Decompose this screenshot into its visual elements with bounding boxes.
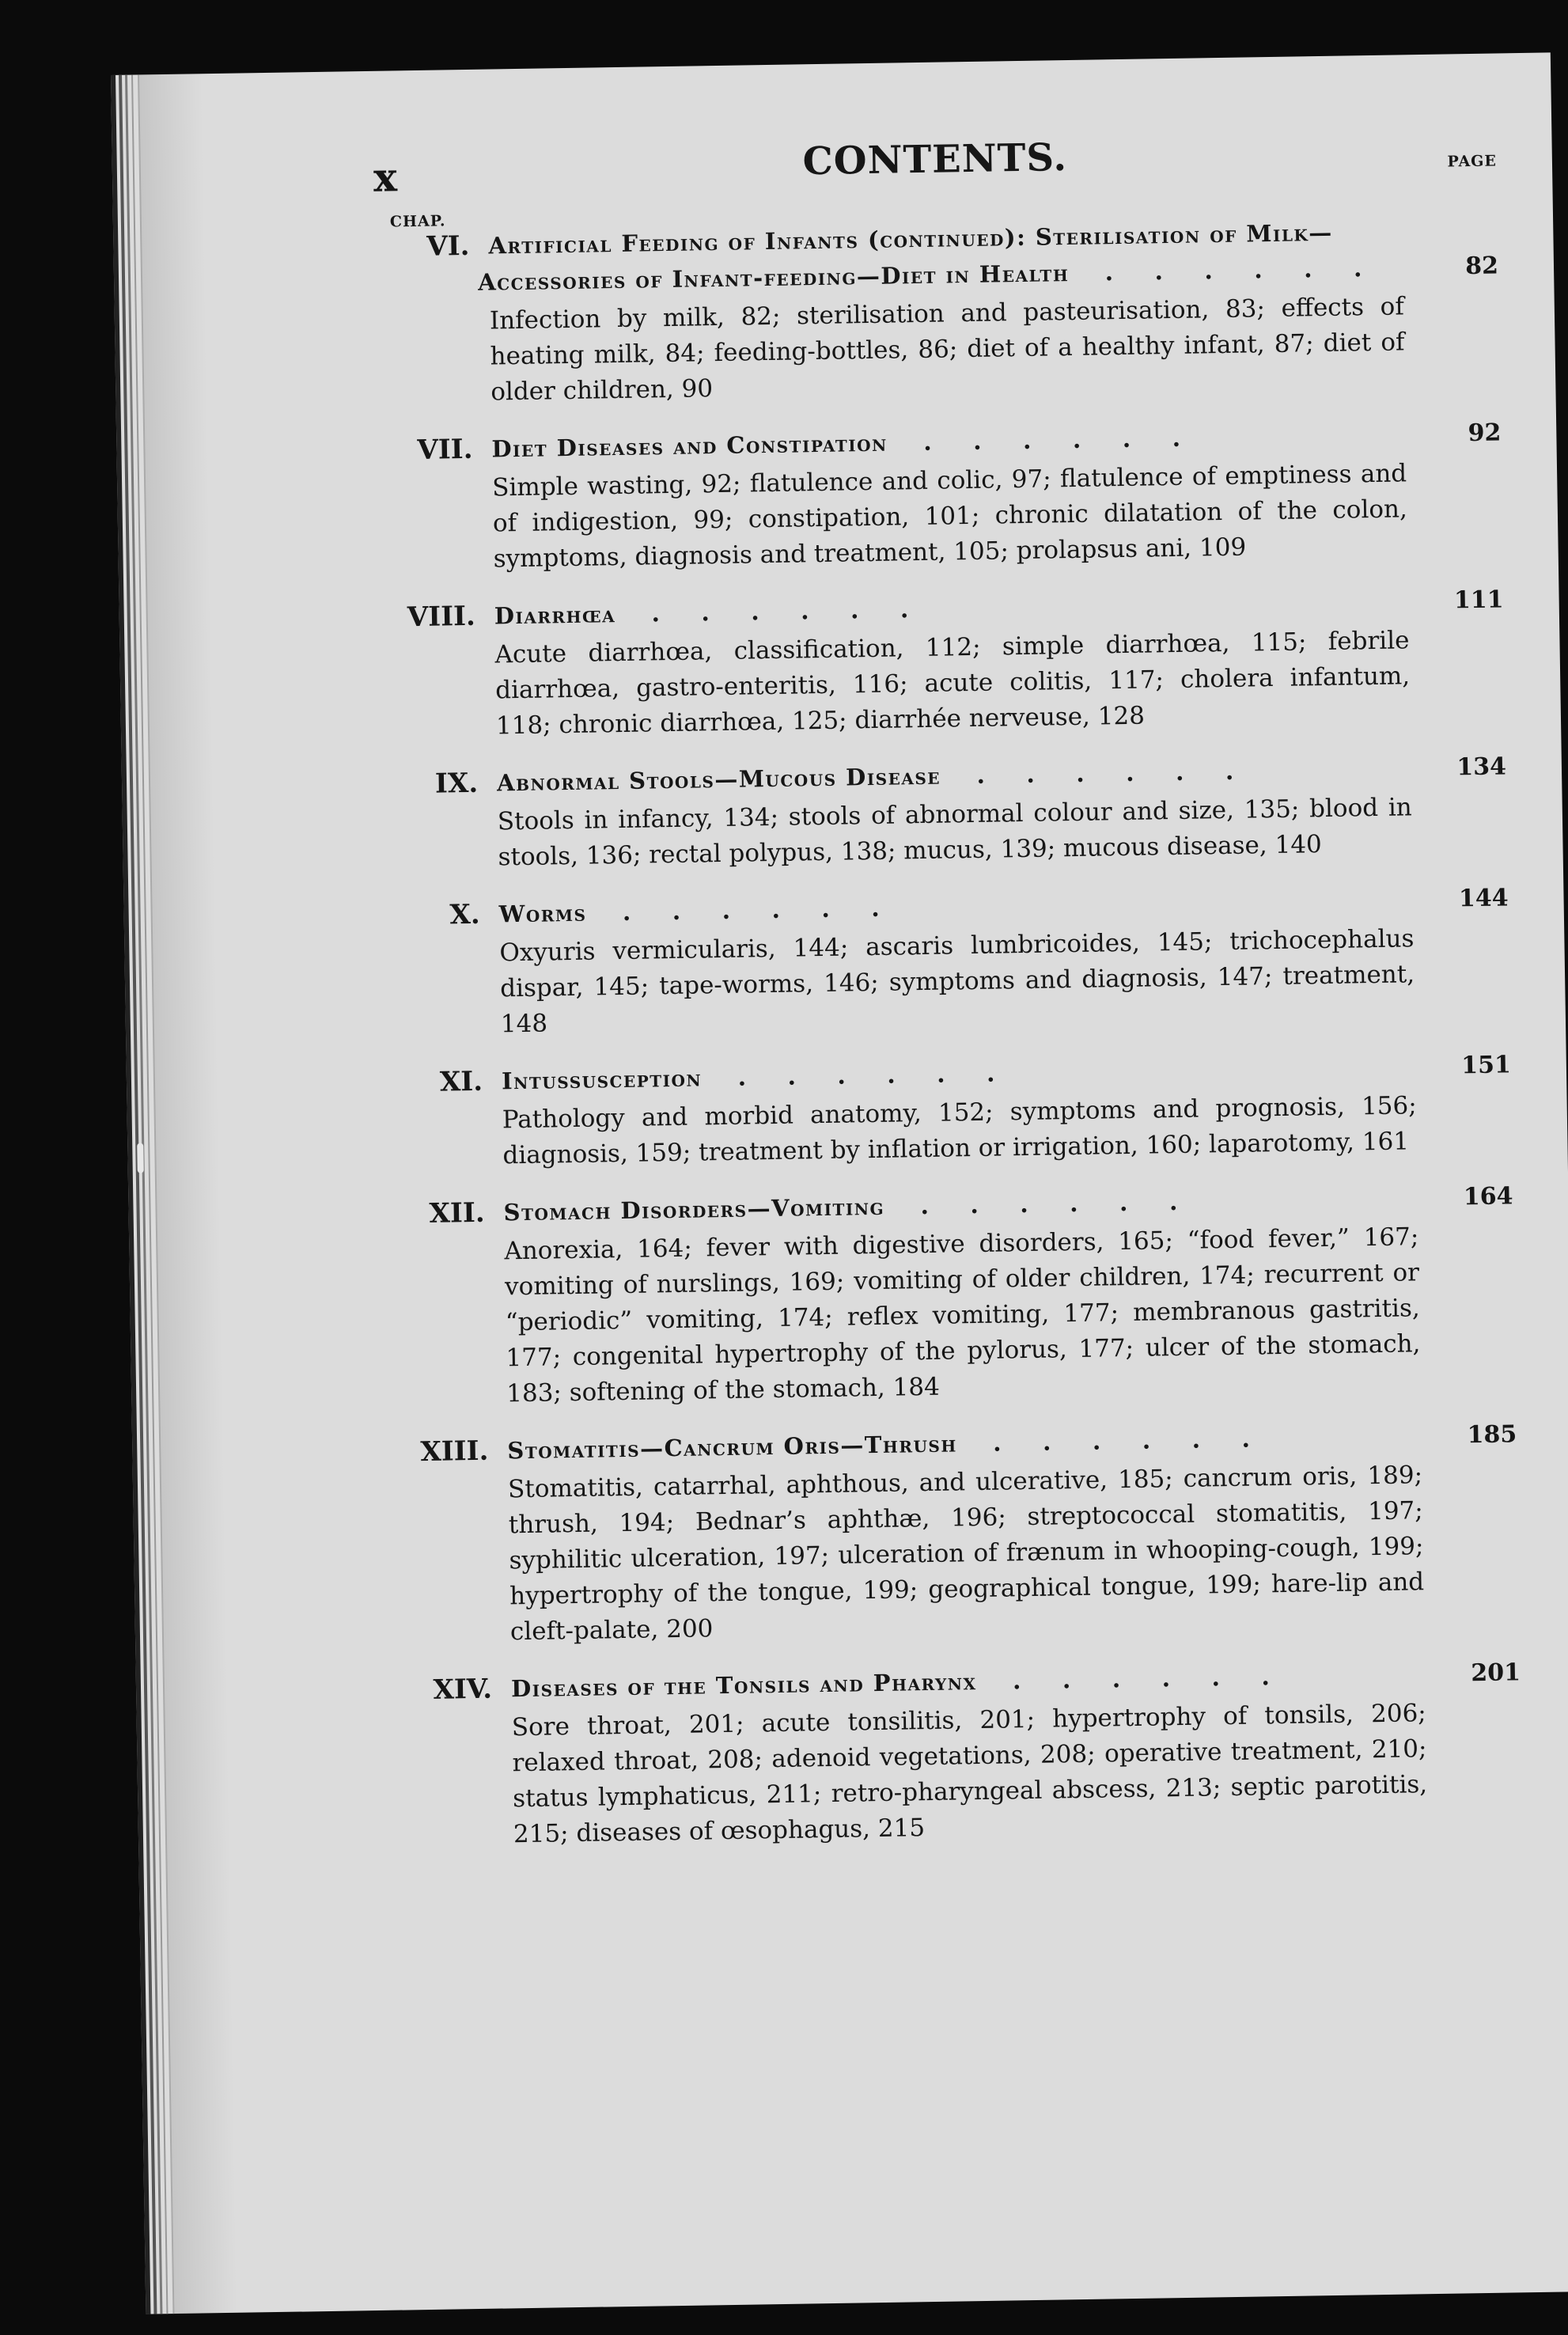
scan-speck [137,1143,144,1173]
contents-entry [413,1655,1523,1854]
running-head [373,136,1498,217]
chapter-column-label: CHAP. [389,212,446,231]
page-reference: 164 [1463,1182,1513,1211]
contents-entry [396,582,1506,745]
chapter-title: Artificial Feeding of Infants (continued): Sterilisation of Milk—Accessories of Infant-feeding—Diet in Health [477,218,1334,296]
contents-entry [393,415,1503,578]
chapter-summary: Sore throat, 201; acute tonsilitis, 201; hypertrophy of tonsils, 206; relaxed throat, 208; adenoid vegetations, 208; operative treatment, 210; status lymphaticus, 211; retro-pharyngeal abscess, 213; septic parotitis, 215; diseases of œsophagus, 215 [511,1699,1428,1849]
leader-dots: . . . . . . [712,1059,1012,1093]
chapter-summary: Pathology and morbid anatomy, 152; symptoms and prognosis, 156; diagnosis, 159; treatment by inflation or irrigation, 160; laparotomy, 161 [502,1091,1417,1170]
chapter-summary: Oxyuris vermicularis, 144; ascaris lumbricoides, 145; trichocephalus dispar, 145; tape-worms, 146; symptoms and diagnosis, 147; treatment, 148 [499,924,1415,1039]
contents-entry [405,1178,1516,1413]
chapter-summary: Infection by milk, 82; sterilisation and pasteurisation, 83; effects of heating milk, 84; feeding-bottles, 86; diet of a healthy infant, 87; diet of older children, 90 [489,292,1405,407]
chapter-summary: Stomatitis, catarrhal, aphthous, and ulcerative, 185; cancrum oris, 189; thrush, 194; Bednar’s aphthæ, 196; streptococcal stomatitis, 197; syphilitic ulceration, 197; ulceration of frænum in whooping-cough, 199; hypertrophy of the tongue, 199; geographical tongue, 199; hare-lip and cleft-palate, 200 [507,1461,1425,1647]
chapter-title: Stomatitis—Cancrum Oris—Thrush [507,1430,957,1465]
chapter-title: Stomach Disorders—Vomiting [503,1192,885,1226]
gutter-shadow [139,74,237,2314]
contents-list [390,211,1523,1874]
page-column-label: PAGE [1447,152,1498,171]
chapter-summary: Stools in infancy, 134; stools of abnormal colour and size, 135; blood in stools, 136; rectal polypus, 138; mucus, 139; mucous disease, 140 [497,793,1413,872]
chapter-number: XII. [429,1196,485,1230]
page-number: x [373,154,398,201]
chapter-number: VI. [426,229,470,263]
chapter-title: Intussusception [501,1064,703,1095]
page-reference: 111 [1453,586,1504,615]
chapter-number: VIII. [407,600,476,634]
chapter-summary: Acute diarrhœa, classification, 112; simple diarrhœa, 115; febrile diarrhœa, gastro-enteritis, 116; acute colitis, 117; cholera infantum, 118; chronic diarrhœa, 125; diarrhée nerveuse, 128 [494,626,1411,741]
book-page [111,52,1568,2314]
chapter-summary: Anorexia, 164; fever with digestive disorders, 165; “food fever,” 167; vomiting of nurslings, 169; vomiting of older children, 174; recurrent or “periodic” vomiting, 174; reflex vomiting, 177; membranous gastritis, 177; congenital hypertrophy of the pylorus, 177; ulcer of the stomach, 183; softening of the stomach, 184 [504,1222,1421,1408]
page-reference: 92 [1468,419,1502,448]
chapter-title: Diseases of the Tonsils and Pharynx [510,1668,977,1703]
page-title: CONTENTS. [802,135,1068,184]
page-reference: 201 [1471,1658,1521,1688]
contents-entry [409,1416,1520,1651]
leader-dots: . . . . . . [626,595,926,628]
contents-entry [403,1047,1513,1175]
page-reference: 185 [1467,1420,1517,1450]
leader-dots: . . . . . . [968,1425,1267,1458]
leader-dots: . . . . . . [597,894,896,927]
chapter-number: XIII. [420,1435,489,1469]
chapter-number: XI. [439,1065,483,1098]
chapter-title: Diet Diseases and Constipation [491,429,888,463]
chapter-number: VII. [417,433,473,466]
chapter-summary: Simple wasting, 92; flatulence and colic, 97; flatulence of emptiness and of indigestion, 99; constipation, 101; chronic dilatation of the colon, symptoms, diagnosis and treatment, 105; prolapsus ani, 109 [491,459,1408,574]
chapter-number: X. [449,898,481,931]
contents-entry [400,880,1510,1044]
chapter-heading-line [477,213,1403,300]
leader-dots: . . . . . . [1079,254,1379,287]
leader-dots: . . . . . . [987,1662,1287,1696]
leader-dots: . . . . . . [898,424,1198,457]
page-reference: 151 [1460,1051,1512,1080]
chapter-title: Diarrhœa [494,601,616,630]
page-reference: 134 [1456,752,1507,782]
contents-entry [390,211,1500,411]
leader-dots: . . . . . . [951,757,1251,790]
page-reference: 82 [1464,252,1499,281]
contents-entry [399,749,1508,877]
chapter-number: XIV. [433,1673,493,1706]
page-reference: 144 [1458,884,1509,913]
chapter-title: Worms [498,899,587,928]
chapter-number: IX. [434,767,479,800]
leader-dots: . . . . . . [895,1188,1195,1221]
chapter-title: Abnormal Stools—Mucous Disease [496,762,941,797]
